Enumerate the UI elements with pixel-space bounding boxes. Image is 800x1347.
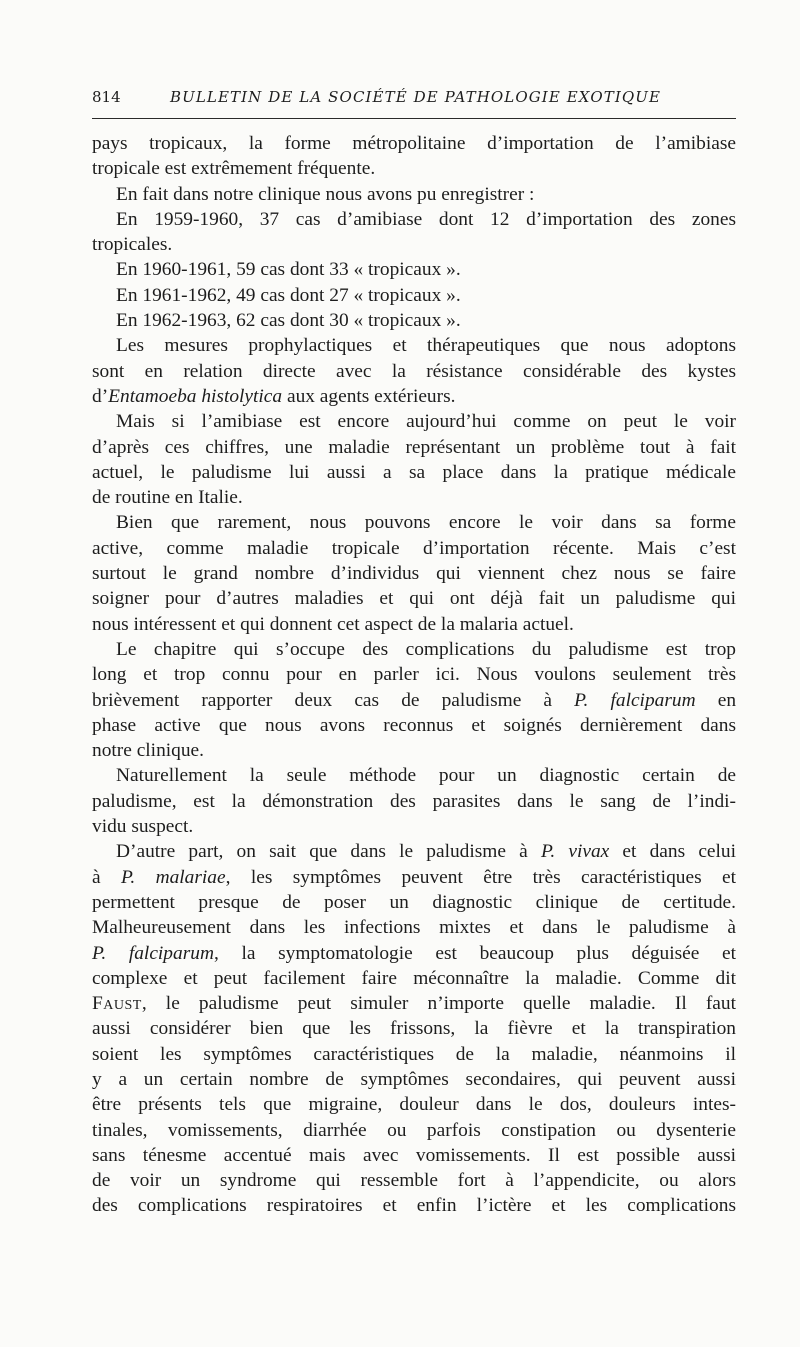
text-line: de voir un syndrome qui ressemble fort à l’appendicite, ou alors: [92, 1170, 736, 1192]
body-text: [92, 131, 736, 1219]
text-line: Faust, le paludisme peut simuler n’importe quelle maladie. Il faut: [92, 993, 736, 1015]
text-line: tinales, vomissements, diarrhée ou parfois constipation ou dysenterie: [92, 1119, 736, 1141]
text-line: En 1959-1960, 37 cas d’amibiase dont 12 d’importation des zones: [116, 208, 736, 230]
text-line: Mais si l’amibiase est encore aujourd’hui comme on peut le voir: [116, 411, 736, 433]
text-line: En 1961-1962, 49 cas dont 27 « tropicaux ».: [116, 284, 461, 306]
text-line: Naturellement la seule méthode pour un diagnostic certain de: [116, 765, 736, 787]
text-line: soigner pour d’autres maladies et qui ont déjà fait un paludisme qui: [92, 588, 736, 610]
text-line: de routine en Italie.: [92, 487, 243, 509]
text-line: d’Entamoeba histolytica aux agents extérieurs.: [92, 385, 456, 407]
text-line: brièvement rapporter deux cas de paludisme à P. falciparum en: [92, 689, 737, 711]
text-line: pays tropicaux, la forme métropolitaine d’importation de l’amibiase: [92, 133, 736, 154]
text-line: sont en relation directe avec la résistance considérable des kystes: [92, 360, 736, 382]
text-line: complexe et peut facilement faire méconnaître la maladie. Comme dit: [92, 967, 736, 989]
text-line: En 1960-1961, 59 cas dont 33 « tropicaux ».: [116, 259, 461, 281]
text-line: long et trop connu pour en parler ici. Nous voulons seulement très: [92, 664, 736, 686]
italic-term: P. vivax: [540, 841, 610, 863]
running-header: [92, 88, 736, 112]
text-line: paludisme, est la démonstration des parasites dans le sang de l’indi-: [92, 790, 736, 812]
text-line: Les mesures prophylactiques et thérapeutiques que nous adoptons: [116, 335, 736, 357]
text-line: active, comme maladie tropicale d’importation récente. Mais c’est: [92, 537, 736, 559]
text-line: soient les symptômes caractéristiques de la maladie, néanmoins il: [92, 1043, 736, 1065]
text-line: nous intéressent et qui donnent cet aspect de la malaria actuel.: [92, 613, 574, 635]
text-line: Le chapitre qui s’occupe des complications du paludisme est trop: [116, 638, 736, 660]
text-line: D’autre part, on sait que dans le paludisme à P. vivax et dans celui: [116, 841, 737, 863]
header-rule: [92, 118, 736, 119]
text-line: y a un certain nombre de symptômes secondaires, qui peuvent aussi: [92, 1068, 736, 1090]
text-line: tropicales.: [92, 234, 173, 256]
text-line: Malheureusement dans les infections mixtes et dans le paludisme à: [92, 917, 736, 939]
author-name: Faust: [92, 993, 142, 1015]
page-number: 814: [92, 88, 121, 106]
text-line: En fait dans notre clinique nous avons pu enregistrer :: [116, 183, 535, 205]
text-line: tropicale est extrêmement fréquente.: [92, 158, 376, 180]
text-line: notre clinique.: [92, 740, 204, 762]
text-line: phase active que nous avons reconnus et soignés dernièrement dans: [92, 714, 736, 736]
italic-term: P. malariae: [121, 866, 226, 888]
text-line: actuel, le paludisme lui aussi a sa place dans la pratique médicale: [92, 461, 736, 483]
italic-term: Entamoeba histolytica: [108, 385, 283, 407]
text-line: permettent presque de poser un diagnostic clinique de certitude.: [92, 891, 736, 913]
journal-title: BULLETIN DE LA SOCIÉTÉ DE PATHOLOGIE EXOTIQUE: [170, 88, 662, 106]
text-line: être présents tels que migraine, douleur dans le dos, douleurs intes-: [92, 1094, 736, 1116]
text-line: à P. malariae, les symptômes peuvent être très caractéristiques et: [92, 866, 736, 888]
italic-term: P. falciparum: [574, 689, 696, 711]
text-line: sans ténesme accentué mais avec vomissements. Il est possible aussi: [92, 1144, 736, 1166]
italic-term: P. falciparum: [92, 942, 214, 964]
text-line: surtout le grand nombre d’individus qui viennent chez nous se faire: [92, 563, 736, 585]
text-line: P. falciparum, la symptomatologie est beaucoup plus déguisée et: [92, 942, 736, 964]
text-line: d’après ces chiffres, une maladie représentant un problème tout à fait: [92, 436, 736, 458]
text-line: des complications respiratoires et enfin l’ictère et les complications: [92, 1195, 736, 1217]
text-line: aussi considérer bien que les frissons, la fièvre et la transpiration: [92, 1018, 736, 1040]
text-line: Bien que rarement, nous pouvons encore le voir dans sa forme: [116, 512, 736, 534]
text-line: vidu suspect.: [92, 816, 194, 838]
text-line: En 1962-1963, 62 cas dont 30 « tropicaux ».: [116, 310, 461, 332]
